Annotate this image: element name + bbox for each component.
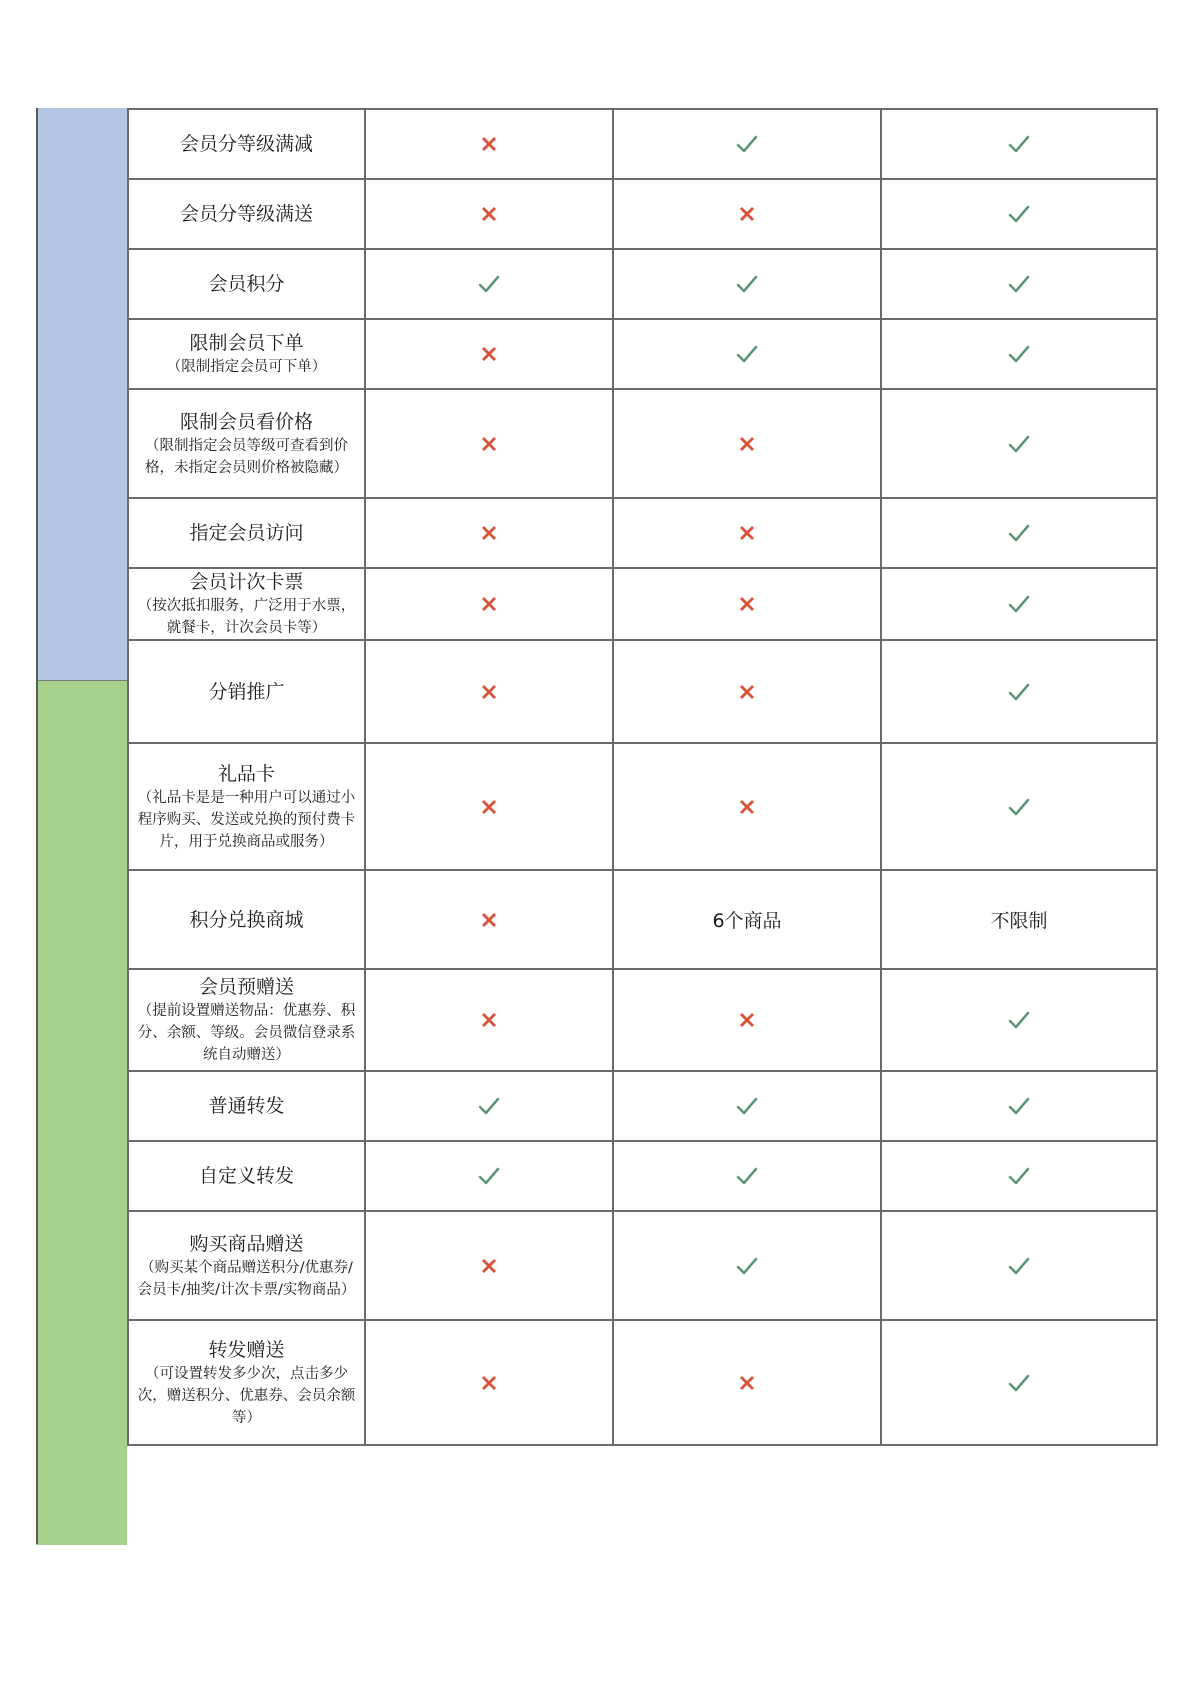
plan-2-cell [613,1071,881,1141]
plan-3-cell [881,109,1157,179]
cross-icon [736,796,758,818]
feature-description: （提前设置赠送物品：优惠券、积分、余额、等级。会员微信登录系统自动赠送） [137,1003,356,1063]
cross-icon [478,522,500,544]
feature-cell [128,1071,365,1141]
feature-cell [128,969,365,1071]
table-row [128,969,1157,1071]
check-icon [1007,1372,1031,1394]
feature-title: 普通转发 [208,1095,285,1117]
check-icon [1007,1095,1031,1117]
check-icon [735,273,759,295]
plan-3-cell [881,1211,1157,1320]
feature-cell [128,319,365,389]
check-icon [1007,343,1031,365]
plan-1-cell [365,249,613,319]
plan-3-cell [881,249,1157,319]
cross-icon [478,133,500,155]
feature-title: 自定义转发 [198,1165,294,1187]
table-row [128,498,1157,568]
check-icon [1007,203,1031,225]
table-row [128,1211,1157,1320]
feature-cell [128,109,365,179]
plan-1-cell [365,389,613,498]
feature-table-body [128,109,1157,1445]
plan-1-cell [365,743,613,870]
table-row [128,109,1157,179]
plan-1-cell [365,1071,613,1141]
cross-icon [478,343,500,365]
plan-1-cell [365,568,613,640]
cross-icon [478,1372,500,1394]
check-icon [477,273,501,295]
feature-cell [128,498,365,568]
plan-2-cell [613,568,881,640]
plan-1-cell [365,109,613,179]
feature-cell [128,568,365,640]
cross-icon [736,593,758,615]
plan-limit-text: 不限制 [990,910,1048,932]
check-icon [735,1255,759,1277]
feature-title: 限制会员看价格 [179,410,313,433]
feature-cell [128,1141,365,1211]
plan-2-cell [613,498,881,568]
feature-description: （限制指定会员等级可查看到价格，未指定会员则价格被隐藏） [145,437,348,476]
feature-title: 转发赠送 [208,1338,285,1361]
cross-icon [478,796,500,818]
feature-cell [128,249,365,319]
check-icon [735,1165,759,1187]
plan-2-cell [613,640,881,743]
sheet-left-edge [36,108,38,1544]
table-row [128,640,1157,743]
plan-2-cell [613,389,881,498]
cross-icon [736,522,758,544]
plan-1-cell [365,1320,613,1445]
plan-2-cell [613,743,881,870]
feature-title: 限制会员下单 [189,332,304,354]
cross-icon [478,1009,500,1031]
table-row [128,1141,1157,1211]
feature-comparison-sheet [36,108,1156,1544]
feature-title: 礼品卡 [217,762,275,785]
table-row [128,249,1157,319]
plan-1-cell [365,498,613,568]
check-icon [1007,273,1031,295]
check-icon [735,1095,759,1117]
cross-icon [736,1372,758,1394]
check-icon [1007,133,1031,155]
check-icon [1007,796,1031,818]
feature-title: 会员分等级满减 [179,133,313,155]
check-icon [477,1095,501,1117]
plan-3-cell [881,640,1157,743]
feature-table [127,108,1158,1446]
feature-description: （按次抵扣服务，广泛用于水票，就餐卡，计次会员卡等） [137,598,356,636]
cross-icon [478,203,500,225]
plan-3-cell [881,969,1157,1071]
plan-limit-text: 6个商品 [712,910,782,932]
check-icon [1007,433,1031,455]
plan-2-cell [613,179,881,249]
feature-cell [128,743,365,870]
plan-2-cell [613,870,881,969]
plan-2-cell [613,249,881,319]
plan-1-cell [365,1211,613,1320]
check-icon [1007,522,1031,544]
feature-cell [128,179,365,249]
check-icon [1007,1255,1031,1277]
plan-1-cell [365,179,613,249]
feature-description: （礼品卡是是一种用户可以通过小程序购买、发送或兑换的预付费卡片，用于兑换商品或服务） [137,789,356,850]
cross-icon [736,203,758,225]
feature-cell [128,1211,365,1320]
plan-3-cell [881,870,1157,969]
table-row [128,319,1157,389]
check-icon [1007,1165,1031,1187]
check-icon [1007,681,1031,703]
feature-title: 会员预赠送 [198,976,294,998]
feature-title: 分销推广 [208,680,285,703]
member-group-band [36,108,127,680]
check-icon [735,343,759,365]
table-row [128,568,1157,640]
plan-2-cell [613,1141,881,1211]
cross-icon [478,433,500,455]
marketing-group-band [36,680,127,1545]
cross-icon [736,433,758,455]
plan-1-cell [365,319,613,389]
table-row [128,179,1157,249]
feature-title: 购买商品赠送 [189,1232,304,1255]
table-row [128,389,1157,498]
plan-1-cell [365,969,613,1071]
plan-1-cell [365,870,613,969]
plan-2-cell [613,969,881,1071]
plan-3-cell [881,319,1157,389]
cross-icon [478,681,500,703]
plan-2-cell [613,319,881,389]
cross-icon [478,909,500,931]
check-icon [735,133,759,155]
plan-3-cell [881,1320,1157,1445]
feature-cell [128,870,365,969]
plan-3-cell [881,179,1157,249]
plan-3-cell [881,743,1157,870]
plan-2-cell [613,109,881,179]
cross-icon [736,1009,758,1031]
check-icon [1007,1009,1031,1031]
plan-3-cell [881,498,1157,568]
plan-3-cell [881,389,1157,498]
feature-title: 会员积分 [208,273,285,295]
feature-cell [128,389,365,498]
plan-2-cell [613,1320,881,1445]
table-row [128,743,1157,870]
feature-title: 会员分等级满送 [179,203,313,225]
feature-title: 指定会员访问 [189,522,304,544]
cross-icon [736,681,758,703]
feature-description: （可设置转发多少次，点击多少次，赠送积分、优惠券、会员余额等） [137,1365,356,1426]
check-icon [477,1165,501,1187]
table-row [128,1071,1157,1141]
table-row [128,870,1157,969]
feature-title: 积分兑换商城 [189,908,304,931]
plan-1-cell [365,640,613,743]
feature-description: （购买某个商品赠送积分/优惠券/会员卡/抽奖/计次卡票/实物商品） [137,1259,356,1298]
feature-cell [128,640,365,743]
plan-1-cell [365,1141,613,1211]
feature-cell [128,1320,365,1445]
plan-3-cell [881,1141,1157,1211]
table-row [128,1320,1157,1445]
cross-icon [478,593,500,615]
plan-3-cell [881,568,1157,640]
feature-title: 会员计次卡票 [189,571,304,593]
check-icon [1007,593,1031,615]
cross-icon [478,1255,500,1277]
plan-2-cell [613,1211,881,1320]
feature-description: （限制指定会员可下单） [166,359,327,375]
plan-3-cell [881,1071,1157,1141]
